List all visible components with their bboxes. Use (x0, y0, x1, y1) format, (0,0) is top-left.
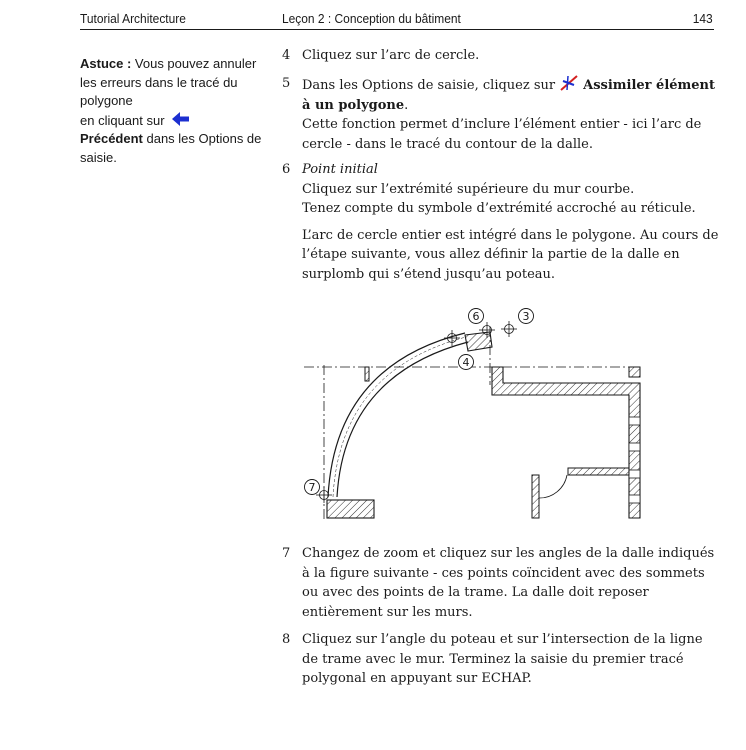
tip-text-3: dans les Options de saisie. (80, 131, 262, 165)
curved-wall-outer (328, 333, 465, 497)
step-detail: Cette fonction permet d’inclure l’élément entier - ici l’arc de cercle - dans le tracé du contour de la dalle. (302, 117, 702, 152)
tip-label: Astuce : (80, 56, 132, 71)
door-jamb (532, 475, 539, 518)
door-swing (539, 475, 567, 498)
tip-box (80, 55, 268, 167)
curved-wall-inner (337, 342, 468, 497)
page-number: 143 (693, 11, 713, 26)
curved-wall-center (333, 337, 466, 497)
step-paragraph: L’arc de cercle entier est intégré dans le polygone. Au cours de l’étape suivante, vous allez définir la partie de la dalle en surplomb qui s’étend jusqu’au poteau. (302, 227, 719, 282)
window-4 (629, 495, 640, 503)
step-5 (282, 74, 722, 154)
tip-text-2: en cliquant sur (80, 112, 165, 128)
header-rule (80, 29, 714, 30)
marker-6: 6 (472, 310, 480, 323)
marker-4: 4 (462, 356, 470, 369)
step-title: Point initial (302, 162, 378, 177)
step-number: 7 (282, 546, 291, 561)
interior-wall (568, 468, 629, 475)
marker-3: 3 (522, 310, 530, 323)
tip-text-1: Vous pouvez annuler les erreurs dans le tracé du polygone (80, 56, 257, 108)
step-text: Changez de zoom et cliquez sur les angles de la dalle indiqués à la figure suivante - ces points coïncident avec des sommets ou avec des points de la trame. La dalle doit reposer entièrement sur les murs. (302, 546, 715, 620)
back-arrow-icon (171, 111, 191, 127)
assimilate-icon (559, 74, 579, 92)
tip-bold-word: Précédent (80, 131, 143, 146)
floor-plan-drawing (300, 305, 645, 523)
step-7 (282, 544, 722, 622)
wall-stub (365, 367, 369, 381)
step-4 (282, 46, 722, 66)
step-number: 8 (282, 632, 291, 647)
step-line-1: Cliquez sur l’extrémité supérieure du mur courbe. (302, 181, 635, 197)
step-text: Cliquez sur l’arc de cercle. (302, 48, 480, 63)
step-text: Cliquez sur l’angle du poteau et sur l’intersection de la ligne de trame avec le mur. Terminez la saisie du premier tracé polygonal en appuyant sur ECHAP. (302, 632, 703, 686)
running-header-left: Tutorial Architecture (80, 11, 186, 26)
step-bold-command: Assimiler élément à un polygone (302, 78, 716, 113)
bottom-left-wall (327, 500, 374, 518)
window-2 (629, 443, 640, 451)
floor-plan-figure (300, 305, 645, 523)
step-text-end: . (404, 97, 409, 113)
step-number: 6 (282, 162, 291, 177)
step-text: Dans les Options de saisie, cliquez sur (302, 78, 556, 93)
step-6 (282, 160, 722, 284)
step-number: 4 (282, 48, 291, 63)
window-3 (629, 470, 640, 478)
column (465, 332, 492, 351)
running-header-center: Leçon 2 : Conception du bâtiment (282, 11, 461, 26)
marker-7: 7 (308, 481, 316, 494)
step-number: 5 (282, 76, 291, 91)
step-line-2: Tenez compte du symbole d’extrémité accroché au réticule. (302, 201, 696, 216)
right-wall-top (629, 367, 640, 377)
step-8 (282, 630, 722, 689)
right-wall (492, 367, 640, 518)
window-1 (629, 417, 640, 425)
step-instruction (302, 74, 722, 115)
